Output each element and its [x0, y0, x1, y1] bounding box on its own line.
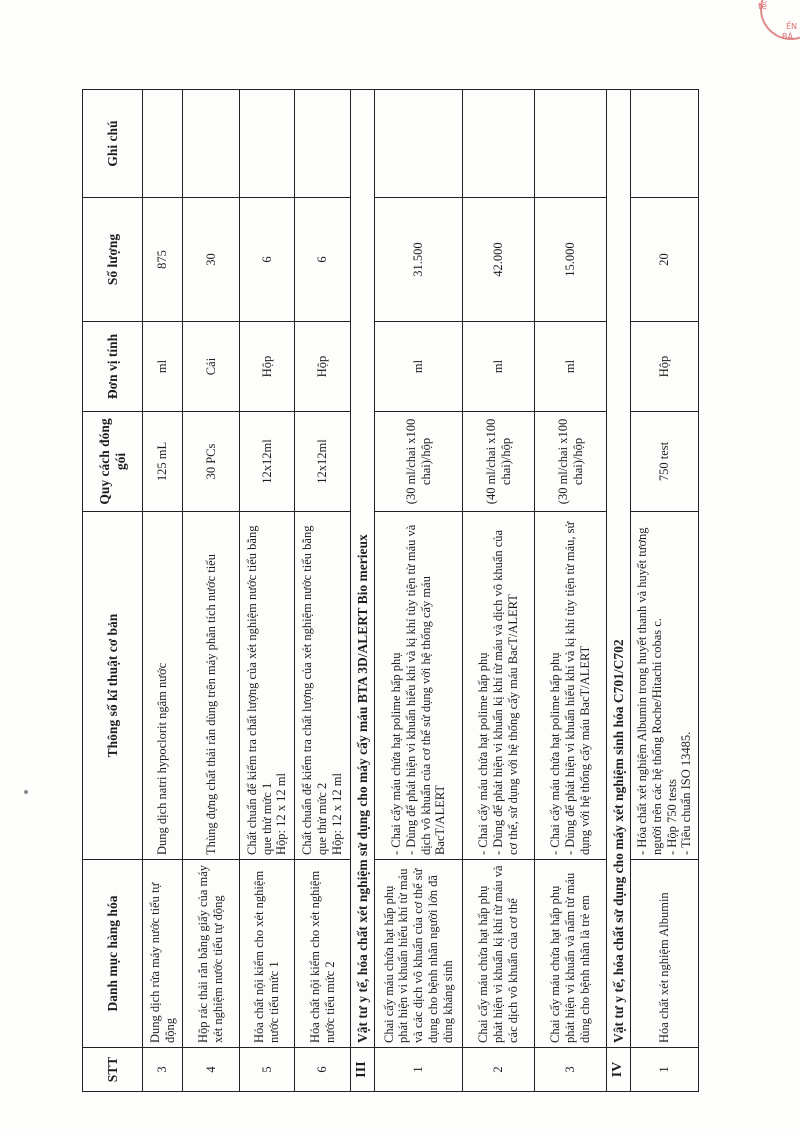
spec-line: - Tiêu chuẩn ISO 13485.: [679, 731, 694, 855]
cell-name: Hóa chất xét nghiệm Albumin: [631, 860, 699, 1048]
cell-note: [631, 90, 699, 198]
cell-pack: (30 ml/chai x100 chai)/hộp: [375, 412, 463, 512]
cell-name: Hóa chất nội kiểm cho xét nghiệm nước tiểu mức 1: [240, 860, 295, 1048]
cell-qty: 15.000: [535, 198, 607, 322]
cell-qty: 20: [631, 198, 699, 322]
cell-spec: [295, 512, 351, 860]
spec-line: Chất chuẩn để kiểm tra chất lượng của xét nghiệm nước tiểu bằng que thử mức 1: [244, 525, 274, 855]
cell-stt: 1: [375, 1048, 463, 1092]
cell-qty: 6: [240, 198, 295, 322]
cell-spec: [375, 512, 463, 860]
cell-pack: (40 ml/chai x100 chai)/hộp: [463, 412, 535, 512]
cell-pack: 125 mL: [143, 412, 183, 512]
cell-note: [183, 90, 240, 198]
stamp-text-1: tế: [758, 2, 768, 12]
section-row: [351, 90, 375, 1092]
spec-line: - Dùng để phát hiện vi khuẩn hiếu khí và kị khí tùy tiện từ máu và dịch vô khuẩn của cơ thể sử dụng với hệ thống cấy máu BacT/ALERT: [403, 524, 448, 855]
stamp-fragment: [748, 0, 800, 50]
cell-pack: 30 PCs: [183, 412, 240, 512]
spec-line: - Chai cấy máu chứa hạt polime hấp phụ: [548, 652, 563, 855]
cell-qty: 31.500: [375, 198, 463, 322]
cell-pack: 12x12ml: [295, 412, 351, 512]
spec-line: - Hóa chất xét nghiệm Albumin trong huyết thanh và huyết tương người trên các hệ thống Roche/Hitachi cobas c.: [635, 527, 664, 855]
cell-unit: ml: [535, 322, 607, 412]
cell-stt: 3: [535, 1048, 607, 1092]
cell-unit: ml: [143, 322, 183, 412]
header-stt: STT: [83, 1048, 143, 1092]
cell-note: [535, 90, 607, 198]
cell-note: [240, 90, 295, 198]
header-name: Danh mục hàng hóa: [83, 860, 143, 1048]
table-row: [375, 90, 463, 1092]
cell-unit: Cái: [183, 322, 240, 412]
header-note: Ghi chú: [83, 90, 143, 198]
cell-qty: 6: [295, 198, 351, 322]
cell-pack: 750 test: [631, 412, 699, 512]
header-pack: Quy cách đóng gói: [83, 412, 143, 512]
spec-line: Hộp: 12 x 12 ml: [329, 773, 344, 855]
section-number: IV: [607, 1048, 631, 1092]
cell-note: [375, 90, 463, 198]
table-row: [295, 90, 351, 1092]
cell-name: Chai cấy máu chứa hạt hấp phụ phát hiện vi khuẩn và nấm từ máu dùng cho bệnh nhân là trẻ em: [535, 860, 607, 1048]
cell-qty: 42.000: [463, 198, 535, 322]
stamp-text-3: BÁ: [782, 32, 793, 41]
cell-qty: 30: [183, 198, 240, 322]
cell-spec: [183, 512, 240, 860]
table-row: [463, 90, 535, 1092]
cell-stt: 2: [463, 1048, 535, 1092]
stamp-text-2: ẾN: [786, 22, 798, 31]
cell-stt: 6: [295, 1048, 351, 1092]
table-row: [143, 90, 183, 1092]
section-row: [607, 90, 631, 1092]
header-qty: Số lượng: [83, 198, 143, 322]
section-title: Vật tư y tế, hóa chất sử dụng cho máy xét nghiệm sinh hóa C701/C702: [607, 90, 631, 1048]
spec-line: Dung dịch natri hypoclorit ngâm nước: [155, 662, 170, 855]
cell-name: Chai cấy máu chứa hạt hấp phụ phát hiện vi khuẩn kị khí từ máu và các dịch vô khuẩn của cơ thể: [463, 860, 535, 1048]
cell-spec: [240, 512, 295, 860]
cell-unit: ml: [463, 322, 535, 412]
section-title: Vật tư y tế, hóa chất xét nghiệm sử dụng cho máy cấy máu BTA 3D/ALERT Bio merieux: [351, 90, 375, 1048]
cell-spec: [631, 512, 699, 860]
header-spec: Thông số kĩ thuật cơ bản: [83, 512, 143, 860]
spec-line: - Dùng để phát hiện vi khuẩn kị khí từ máu và dịch vô khuẩn của cơ thể, sử dụng với hệ thống cấy máu BacT/ALERT: [491, 529, 520, 855]
cell-stt: 4: [183, 1048, 240, 1092]
cell-unit: ml: [375, 322, 463, 412]
cell-unit: Hộp: [631, 322, 699, 412]
table-row: [183, 90, 240, 1092]
cell-name: Hóa chất nội kiểm cho xét nghiệm nước tiểu mức 2: [295, 860, 351, 1048]
goods-table: [82, 89, 699, 1092]
cell-stt: 5: [240, 1048, 295, 1092]
cell-name: Dung dịch rửa máy nước tiểu tự động: [143, 860, 183, 1048]
cell-spec: [143, 512, 183, 860]
cell-pack: 12x12ml: [240, 412, 295, 512]
cell-stt: 3: [143, 1048, 183, 1092]
rotated-table-container: [82, 90, 698, 1092]
spec-line: - Chai cấy máu chứa hạt polime hấp phụ: [476, 652, 491, 855]
cell-note: [463, 90, 535, 198]
cell-qty: 875: [143, 198, 183, 322]
cell-name: Chai cấy máu chứa hạt hấp phụ phát hiện vi khuẩn hiếu khí từ máu và các dịch vô khuẩn của cơ thể sử dụng cho bệnh nhân người lớn đã dùng kháng sinh: [375, 860, 463, 1048]
cell-note: [143, 90, 183, 198]
cell-pack: (30 ml/chai x100 chai)/hộp: [535, 412, 607, 512]
spec-line: Hộp: 12 x 12 ml: [274, 773, 289, 855]
header-row: [83, 90, 143, 1092]
cell-stt: 1: [631, 1048, 699, 1092]
spec-line: Thùng đựng chất thải rắn dùng trên máy phân tích nước tiểu: [203, 554, 218, 855]
cell-name: Hộp rác thải rắn bằng giấy của máy xét nghiệm nước tiểu tự động: [183, 860, 240, 1048]
spec-line: - Hộp 750 tests: [664, 778, 679, 855]
spec-line: - Chai cấy máu chứa hạt polime hấp phụ: [389, 652, 403, 855]
header-unit: Đơn vị tính: [83, 322, 143, 412]
cell-unit: Hộp: [295, 322, 351, 412]
spec-line: Chất chuẩn để kiểm tra chất lượng của xét nghiệm nước tiểu bằng que thử mức 2: [300, 525, 330, 855]
cell-spec: [463, 512, 535, 860]
table-row: [535, 90, 607, 1092]
cell-spec: [535, 512, 607, 860]
cell-note: [295, 90, 351, 198]
cell-unit: Hộp: [240, 322, 295, 412]
table-row: [631, 90, 699, 1092]
table-row: [240, 90, 295, 1092]
scan-speck: [24, 790, 28, 794]
spec-line: - Dùng để phát hiện vi khuẩn hiếu khí và kị khí tùy tiện từ máu, sử dụng với hệ thống cấy máu BacT/ALERT: [563, 521, 592, 855]
section-number: III: [351, 1048, 375, 1092]
